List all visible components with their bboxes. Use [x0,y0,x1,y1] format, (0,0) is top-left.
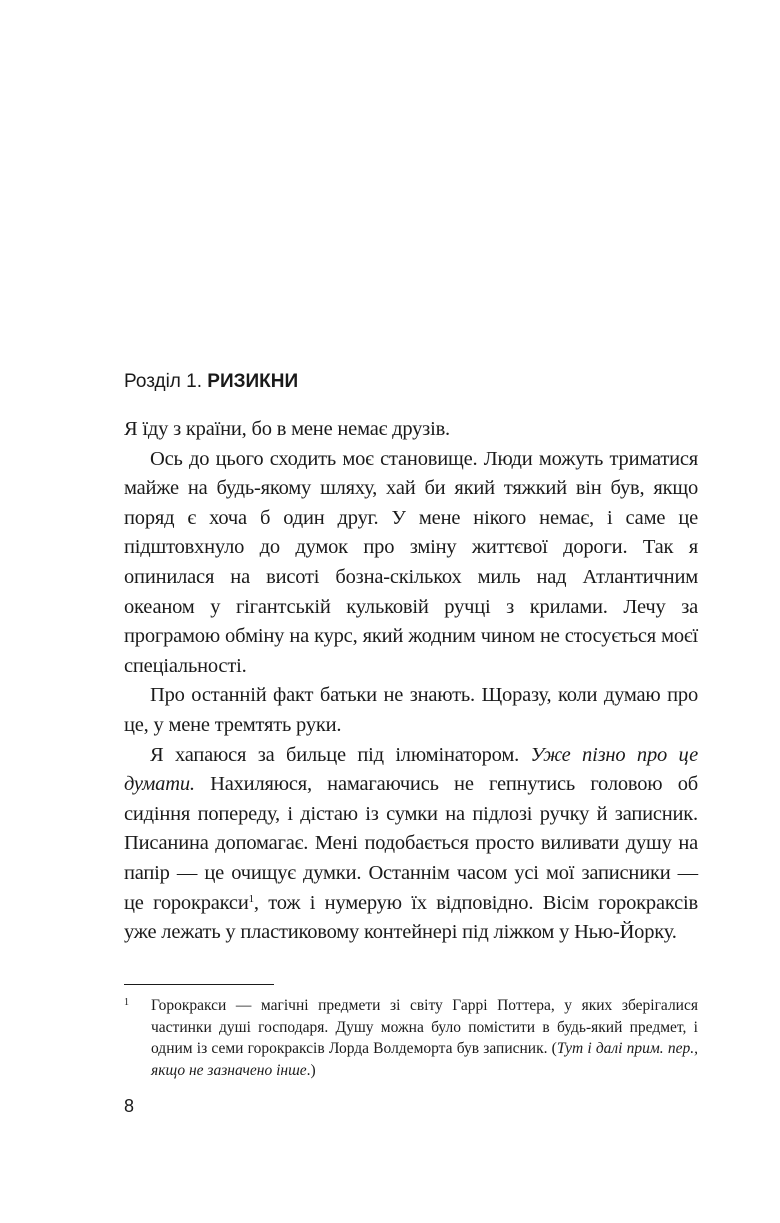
page-number: 8 [124,1096,135,1116]
footnote-reference: 1 [248,892,254,905]
paragraph-4 [124,741,698,948]
chapter-prefix: Розділ 1. [124,371,208,392]
paragraph-3: Про останній факт батьки не знають. Щоразу, коли думаю про це, у мене тремтять руки. [124,684,698,736]
footnote-text-b: .) [306,1061,316,1079]
footnote-text-italic: Тут і далі прим. пер., якщо не зазначено інше [151,1040,698,1079]
footnote-marker: 1 [124,997,129,1008]
chapter-title: РИЗИКНИ [207,371,299,392]
paragraph-4-part-b: Нахиляюся, намагаючись не гепнутись головою об сидіння попереду, і дістаю із сумки на підлозі ручку й записник. Писанина допомагає. Мені подобається просто виливати душу на папір — це очищує думки. Останнім часом усі мої записники — це горокракси [124,773,698,914]
chapter-header [124,370,298,394]
footnote-text-a: Горокракси — магічні предмети зі світу Гаррі Поттера, у яких зберігалися частинки душі господаря. Душу можна було помістити в будь-який предмет, і одним із семи горокраксів Лорда Волдеморта був записник. ( [151,997,698,1057]
paragraph-4-part-a: Я хапаюся за бильце під ілюмінатором. [150,743,531,766]
paragraph-1: Я їду з країни, бо в мене немає друзів. [124,418,450,440]
paragraph-2: Ось до цього сходить моє становище. Люди можуть триматися майже на будь-якому шляху, хай би який тяжкий він був, якщо поряд є хоча б один друг. У мене нікого немає, і саме це підштовхнуло до думок про зміну життєвої дороги. Так я опинилася на висоті бозна-скількох миль над Атлантичним океаном у гігантській кульковій ручці з крилами. Лечу за програмою обміну на курс, який жодним чином не стосується моєї спеціальності. [124,447,698,677]
body-text [124,415,698,948]
paragraph-4-italic: Уже пізно про це думати. [124,743,698,796]
footnote-divider [124,984,274,985]
paragraph-4-part-c: , тож і нумерую їх відповідно. Вісім горокраксів уже лежать у пластиковому контейнері під ліжком у Нью-Йорку. [124,891,698,944]
footnote-text [151,995,698,1081]
footnote [124,995,698,1081]
